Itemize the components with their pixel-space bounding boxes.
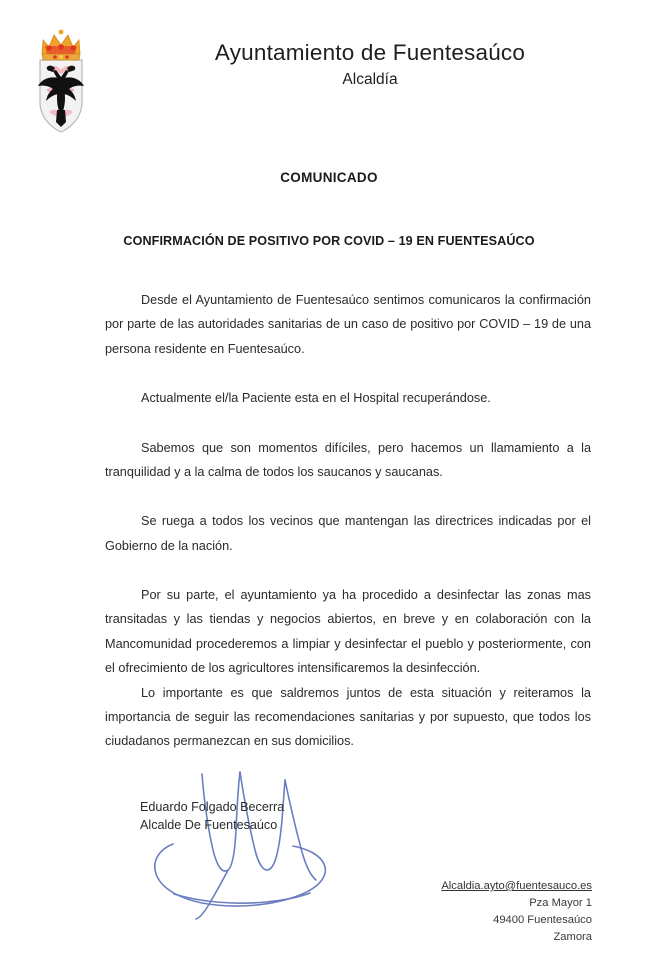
document-type-heading: COMUNICADO xyxy=(280,170,378,185)
document-subject-heading: CONFIRMACIÓN DE POSITIVO POR COVID – 19 EN FUENTESAÚCO xyxy=(123,234,535,248)
signature-block xyxy=(140,798,440,835)
body-paragraph: Actualmente el/la Paciente esta en el Hospital recuperándose. xyxy=(141,391,491,406)
contact-postal-town: 49400 Fuentesaúco xyxy=(493,914,592,927)
handwritten-signature-icon xyxy=(130,770,360,920)
body-paragraph: Sabemos que son momentos difíciles, pero hacemos un llamamiento a la tranquilidad y a la calma de todos los saucanos y saucanas. xyxy=(105,440,591,479)
body-paragraph: Lo importante es que saldremos juntos de esta situación y reiteramos la importancia de seguir las recomendaciones sanitarias y por supuesto, que todos los ciudadanos permanezcan en sus domicilios. xyxy=(105,685,591,749)
body-paragraph: Por su parte, el ayuntamiento ya ha procedido a desinfectar las zonas mas transitadas y las tiendas y negocios abiertos, en breve y en colaboración con la Mancomunidad procederemos a limpiar y desinfectar el pueblo y posteriormente, con el ofrecimiento de los agricultores intensificaremos la desinfección. xyxy=(105,588,591,676)
signer-name: Eduardo Folgado Becerra xyxy=(140,800,285,814)
organization-title: Ayuntamiento de Fuentesaúco xyxy=(214,40,526,65)
signer-title: Alcalde De Fuentesaúco xyxy=(140,818,278,833)
contact-footer xyxy=(441,878,592,946)
contact-address-line: Pza Mayor 1 xyxy=(529,897,592,910)
header-title-group xyxy=(130,40,610,89)
body-paragraph: Desde el Ayuntamiento de Fuentesaúco sentimos comunicaros la confirmación por parte de las autoridades sanitarias de un caso de positivo por COVID – 19 de una persona residente en Fuentesaúco. xyxy=(105,293,591,356)
contact-email-link[interactable]: Alcaldia.ayto@fuentesauco.es xyxy=(441,880,592,892)
coat-of-arms-icon xyxy=(22,24,100,136)
document-header xyxy=(0,0,658,150)
body-paragraph: Se ruega a todos los vecinos que mantengan las directrices indicadas por el Gobierno de la nación. xyxy=(105,514,591,553)
contact-province: Zamora xyxy=(553,931,592,944)
department-subtitle: Alcaldía xyxy=(342,70,398,88)
document-body xyxy=(105,288,591,754)
